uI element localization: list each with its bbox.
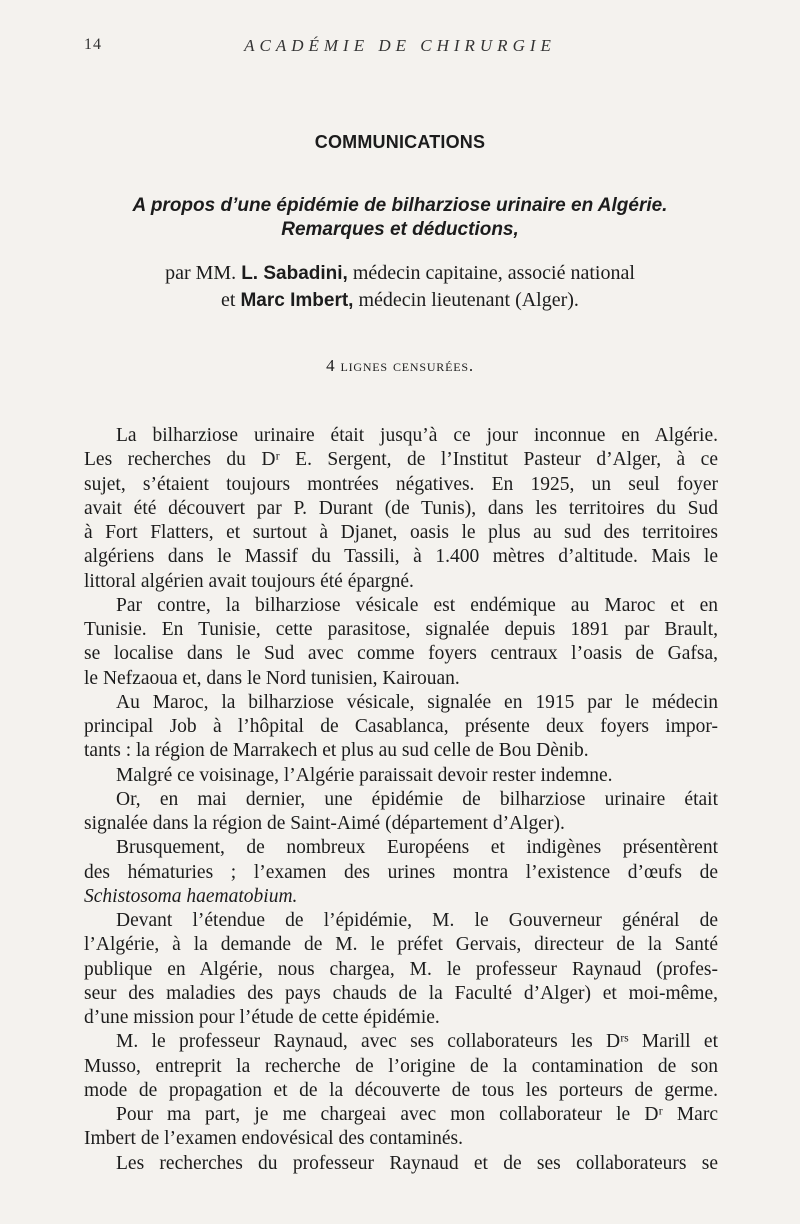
text-line: Malgré ce voisinage, l’Algérie paraissait devoir rester indemne. xyxy=(116,764,613,786)
article-title-line: A propos d’une épidémie de bilharziose urinaire en Algérie. xyxy=(132,195,668,216)
authors xyxy=(60,260,740,314)
journal-title: ACADÉMIE DE CHIRURGIE xyxy=(244,36,556,55)
text-line: sujet, s’étaient toujours montrées négatives. En 1925, un seul foyer xyxy=(84,473,718,495)
body-text xyxy=(84,424,718,1176)
text-line: se localise dans le Sud avec comme foyers centraux l’oasis de Gafsa, xyxy=(84,643,718,665)
text-line: Imbert de l’examen endovésical des contaminés. xyxy=(84,1128,464,1150)
authors-line: et Marc Imbert, médecin lieutenant (Alger). xyxy=(221,289,579,311)
text-line: Or, en mai dernier, une épidémie de bilharziose urinaire était xyxy=(116,788,718,810)
text-line: Tunisie. En Tunisie, cette parasitose, signalée depuis 1891 par Brault, xyxy=(84,619,718,640)
text-line: Pour ma part, je me chargeai avec mon collaborateur le Dʳ Marc xyxy=(116,1104,718,1125)
text-line: Par contre, la bilharziose vésicale est endémique au Maroc et en xyxy=(116,594,718,616)
text-line: Au Maroc, la bilharziose vésicale, signalée en 1915 par le médecin xyxy=(116,691,718,713)
censored-note: 4 lignes censurées. xyxy=(326,356,474,375)
text-line: La bilharziose urinaire était jusqu’à ce jour inconnue en Algérie. xyxy=(116,425,718,446)
text-line: le Nefzaoua et, dans le Nord tunisien, Kairouan. xyxy=(84,667,460,689)
text-line: mode de propagation et de la découverte de tous les porteurs de germe. xyxy=(84,1079,718,1101)
text-line: Schistosoma haematobium. xyxy=(84,885,298,907)
article-title xyxy=(0,194,800,242)
text-line: Les recherches du professeur Raynaud et de ses collaborateurs se xyxy=(116,1152,718,1174)
page-number: 14 xyxy=(84,36,102,53)
text-line: seur des maladies des pays chauds de la Faculté d’Alger) et moi-même, xyxy=(84,982,718,1004)
authors-line: par MM. L. Sabadini, médecin capitaine, associé national xyxy=(165,262,635,284)
text-line: signalée dans la région de Saint-Aimé (département d’Alger). xyxy=(84,813,565,834)
section-heading: COMMUNICATIONS xyxy=(314,132,486,152)
text-line: algériens dans le Massif du Tassili, à 1.400 mètres d’altitude. Mais le xyxy=(84,546,718,568)
running-head xyxy=(84,36,716,58)
text-line: avait été découvert par P. Durant (de Tunis), dans les territoires du Sud xyxy=(84,497,718,519)
text-line: principal Job à l’hôpital de Casablanca, présente deux foyers impor- xyxy=(84,716,718,737)
text-line: littoral algérien avait toujours été épargné. xyxy=(84,570,414,592)
text-line: M. le professeur Raynaud, avec ses collaborateurs les Dʳˢ Marill et xyxy=(116,1031,718,1053)
text-line: Musso, entreprit la recherche de l’origine de la contamination de son xyxy=(84,1055,718,1077)
article-title-line: Remarques et déductions, xyxy=(281,219,519,240)
text-line: publique en Algérie, nous chargea, M. le professeur Raynaud (profes- xyxy=(84,958,718,980)
text-line: Les recherches du Dʳ E. Sergent, de l’Institut Pasteur d’Alger, à ce xyxy=(84,449,718,471)
text-line: Devant l’étendue de l’épidémie, M. le Gouverneur général de xyxy=(116,910,718,931)
text-line: tants : la région de Marrakech et plus au sud celle de Bou Dènib. xyxy=(84,740,589,762)
text-line: à Fort Flatters, et surtout à Djanet, oasis le plus au sud des territoires xyxy=(84,522,718,543)
text-line: l’Algérie, à la demande de M. le préfet Gervais, directeur de la Santé xyxy=(84,934,718,956)
text-line: Brusquement, de nombreux Européens et indigènes présentèrent xyxy=(116,837,718,859)
author-name: L. Sabadini, xyxy=(241,263,348,284)
author-name: Marc Imbert, xyxy=(240,290,354,311)
text-line: d’une mission pour l’étude de cette épidémie. xyxy=(84,1007,440,1028)
text-line: des hématuries ; l’examen des urines montra l’existence d’œufs de xyxy=(84,861,718,883)
